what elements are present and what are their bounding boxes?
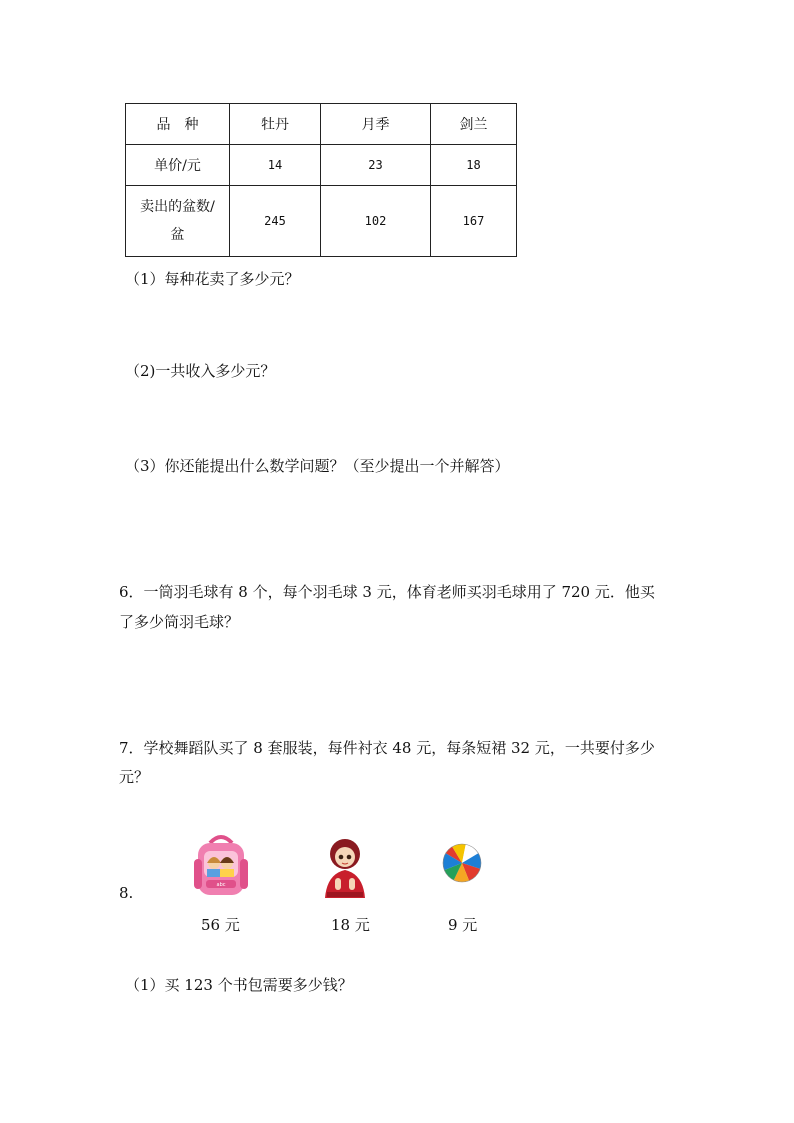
backpack-icon [192, 833, 250, 899]
price-ball: 9 元 [448, 916, 478, 934]
table-header-row [126, 104, 517, 145]
table-row [126, 186, 517, 257]
row-label-sold-line1: 卖出的盆数/ [140, 199, 215, 215]
row-label-price: 单价/元 [126, 145, 230, 186]
price-doll: 18 元 [331, 916, 370, 934]
header-cell-gladiolus: 剑兰 [431, 104, 517, 145]
svg-text:abc: abc [216, 882, 226, 888]
q7-line2: 元？ [119, 768, 150, 786]
flower-sales-table [125, 103, 517, 257]
sold-rose: 102 [321, 186, 431, 257]
sold-gladiolus: 167 [431, 186, 517, 257]
sold-peony: 245 [230, 186, 321, 257]
header-cell-rose: 月季 [321, 104, 431, 145]
q5-sub2: （2)一共收入多少元？ [125, 362, 276, 380]
row-label-sold [126, 186, 230, 257]
ball-icon [442, 843, 482, 883]
price-gladiolus: 18 [431, 145, 517, 186]
q7-line1: 7．学校舞蹈队买了 8 套服装，每件衬衣 48 元，每条短裙 32 元，一共要付多少 [119, 739, 655, 757]
price-rose: 23 [321, 145, 431, 186]
q5-sub3: （3）你还能提出什么数学问题？（至少提出一个并解答） [125, 457, 510, 475]
q5-sub1: （1）每种花卖了多少元？ [125, 270, 300, 288]
price-backpack: 56 元 [201, 916, 240, 934]
header-cell-peony: 牡丹 [230, 104, 321, 145]
doll-icon [317, 834, 373, 898]
row-label-sold-line2: 盆 [170, 227, 185, 243]
q6-line2: 了多少筒羽毛球？ [119, 613, 240, 631]
q8-number: 8. [119, 884, 134, 902]
q6-line1: 6．一筒羽毛球有 8 个，每个羽毛球 3 元，体育老师买羽毛球用了 720 元．他买 [119, 583, 655, 601]
price-peony: 14 [230, 145, 321, 186]
q8-sub1: （1）买 123 个书包需要多少钱？ [125, 976, 353, 994]
table-row [126, 145, 517, 186]
header-cell-variety: 品 种 [126, 104, 230, 145]
